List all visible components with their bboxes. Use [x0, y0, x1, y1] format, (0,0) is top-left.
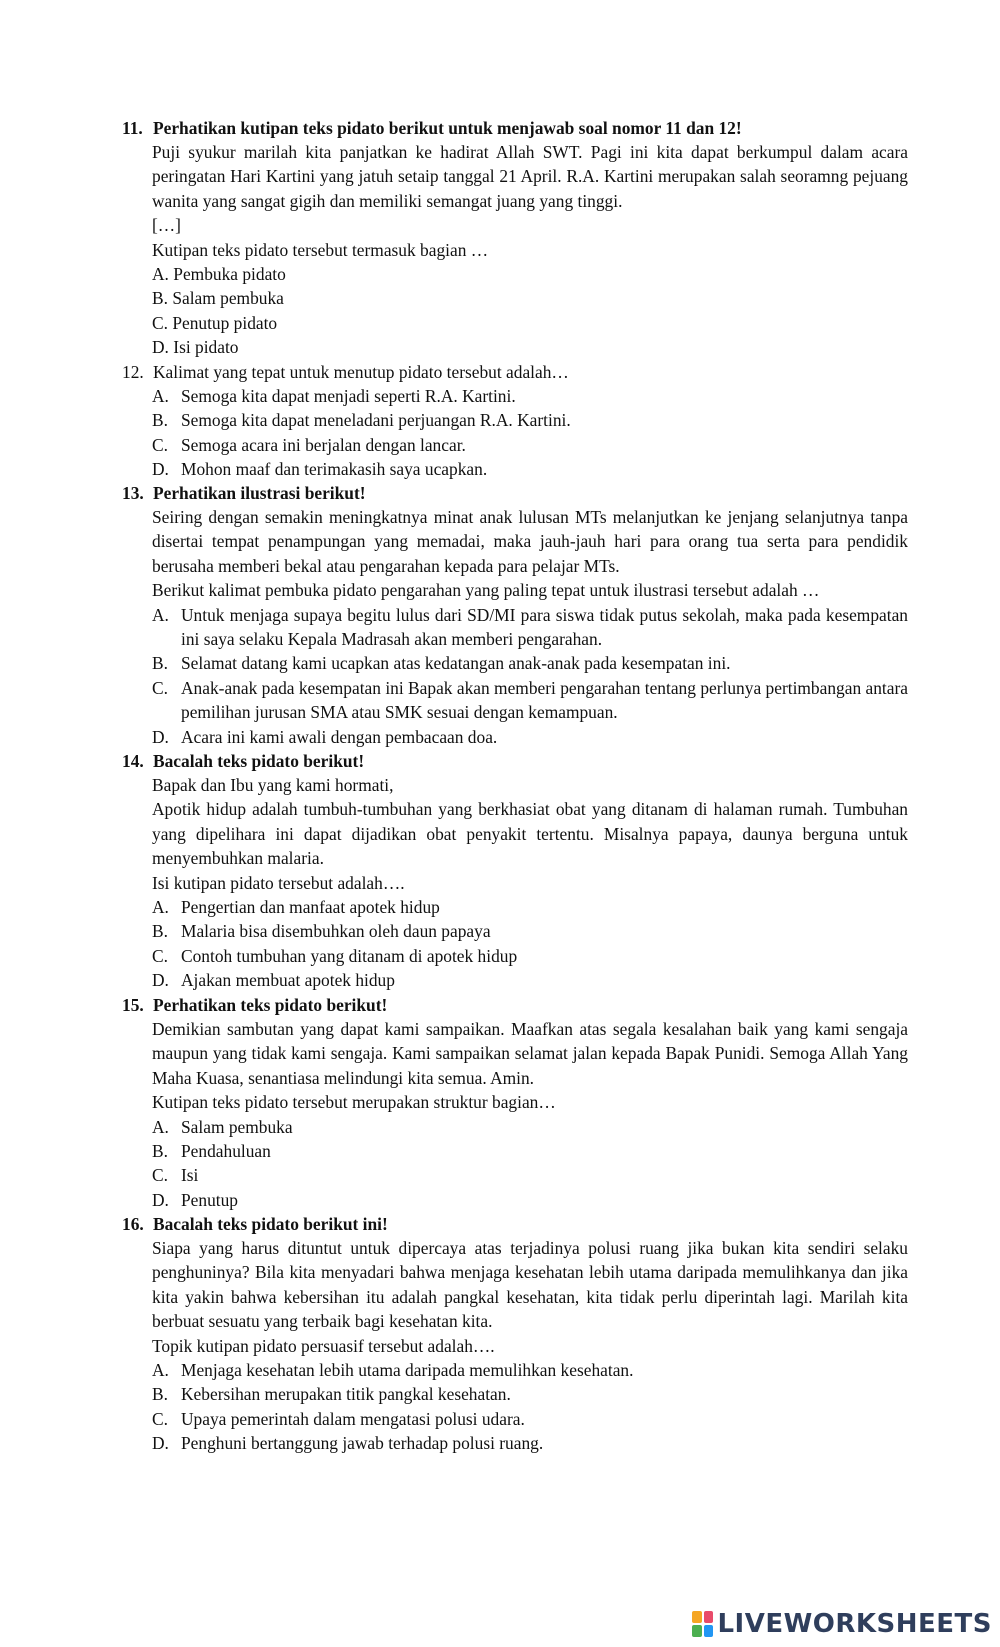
- question-16-passage: Siapa yang harus dituntut untuk dipercaya atas terjadinya polusi ruang jika bukan kita sendiri selaku penghuninya? Bila kita menyadari bahwa menjaga kesehatan lebih utama daripada memulihkanya dan jika kita yakin bahwa kebersihan itu adalah pangkal kesehatan, kita tidak perlu diperintah lagi. Marilah kita berbuat sesuatu yang terbaik bagi kesehatan kita.: [152, 1238, 908, 1332]
- question-16-option-a[interactable]: [152, 1358, 908, 1382]
- option-letter: B.: [152, 921, 168, 942]
- option-text: Ajakan membuat apotek hidup: [181, 970, 395, 991]
- question-16-option-d[interactable]: [152, 1431, 908, 1455]
- option-letter: C.: [152, 1408, 168, 1429]
- question-12-number: 12.: [122, 362, 144, 382]
- liveworksheets-logo-icon: [692, 1611, 713, 1637]
- question-14-number: 14.: [122, 751, 144, 771]
- option-text: Semoga acara ini berjalan dengan lancar.: [181, 434, 466, 455]
- option-text: Contoh tumbuhan yang ditanam di apotek hidup: [181, 945, 518, 966]
- option-text: Untuk menjaga supaya begitu lulus dari SD/MI para siswa tidak putus sekolah, maka pada kesempatan ini saya selaku Kepala Madrasah akan memberi pengarahan.: [181, 604, 908, 650]
- question-15-title: Perhatikan teks pidato berikut!: [153, 995, 388, 1015]
- option-text: Mohon maaf dan terimakasih saya ucapkan.: [181, 459, 488, 480]
- question-13-option-a[interactable]: [152, 603, 908, 652]
- question-11-body: [152, 140, 908, 360]
- option-text: Menjaga kesehatan lebih utama daripada memulihkan kesehatan.: [181, 1360, 634, 1381]
- option-letter: B.: [152, 1384, 168, 1405]
- option-text: Semoga kita dapat menjadi seperti R.A. Kartini.: [181, 386, 516, 406]
- question-13-option-c[interactable]: [152, 676, 908, 725]
- option-text: Penghuni bertanggung jawab terhadap polusi ruang.: [181, 1433, 544, 1454]
- option-text: Penutup: [181, 1189, 239, 1210]
- option-text: Selamat datang kami ucapkan atas kedatangan anak-anak pada kesempatan ini.: [181, 653, 731, 674]
- question-13-title: Perhatikan ilustrasi berikut!: [153, 483, 366, 503]
- option-letter: A.: [152, 1116, 169, 1137]
- question-14-title: Bacalah teks pidato berikut!: [153, 751, 365, 771]
- option-letter: D.: [152, 1433, 169, 1454]
- question-16-title: Bacalah teks pidato berikut ini!: [153, 1214, 388, 1234]
- question-15-option-c[interactable]: [152, 1163, 908, 1187]
- question-15-passage: Demikian sambutan yang dapat kami sampaikan. Maafkan atas segala kesalahan baik yang kami sengaja maupun yang tidak kami sengaja. Kami sampaikan selamat jalan kepada Bapak Punidi. Semoga Allah Yang Maha Kuasa, senantiasa melindungi kita semua. Amin.: [152, 1019, 908, 1088]
- option-letter: C.: [152, 434, 168, 455]
- liveworksheets-logo: [692, 1608, 992, 1640]
- question-16-header: [122, 1212, 912, 1236]
- option-text: Pengertian dan manfaat apotek hidup: [181, 897, 440, 918]
- option-letter: A.: [152, 386, 169, 406]
- question-16-prompt: Topik kutipan pidato persuasif tersebut adalah….: [152, 1335, 495, 1356]
- option-text: Upaya pemerintah dalam mengatasi polusi udara.: [181, 1408, 525, 1429]
- question-12-option-b[interactable]: [152, 408, 908, 432]
- question-11-option-a[interactable]: [152, 262, 908, 286]
- question-14-greeting: Bapak dan Ibu yang kami hormati,: [152, 775, 394, 795]
- question-11-option-b[interactable]: [152, 286, 908, 310]
- question-15-option-a[interactable]: [152, 1115, 908, 1139]
- question-11-option-d[interactable]: [152, 335, 908, 359]
- question-12-option-c[interactable]: [152, 433, 908, 457]
- question-11-ellipsis: […]: [152, 215, 181, 236]
- question-12-header: [122, 360, 912, 384]
- logo-square-3: [692, 1625, 702, 1637]
- option-letter: B.: [152, 1141, 168, 1162]
- question-14-header: [122, 749, 912, 773]
- question-11-header: [122, 116, 912, 140]
- question-13-option-d[interactable]: [152, 725, 908, 749]
- question-14-option-d[interactable]: [152, 968, 908, 992]
- question-13-number: 13.: [122, 483, 144, 503]
- option-text: Pembuka pidato: [173, 264, 286, 285]
- option-letter: C.: [152, 1165, 168, 1186]
- option-letter: D.: [152, 970, 169, 991]
- option-letter: D.: [152, 1189, 169, 1210]
- option-letter: A.: [152, 604, 169, 625]
- option-letter: B.: [152, 653, 168, 674]
- question-13-passage: Seiring dengan semakin meningkatnya minat anak lulusan MTs melanjutkan ke jenjang selanjutnya tanpa disertai tempat penampungan yang memadai, maka jauh-jauh hari para orang tua serta para pendidik berusaha memberi bekal atau pengarahan kepada para pelajar MTs.: [152, 507, 908, 576]
- question-12-body: [152, 384, 908, 482]
- option-letter: D.: [152, 726, 169, 747]
- option-text: Anak-anak pada kesempatan ini Bapak akan memberi pengarahan tentang perlunya pertimbangan antara pemilihan jurusan SMA atau SMK sesuai dengan kemampuan.: [181, 677, 908, 723]
- question-13-option-b[interactable]: [152, 651, 908, 675]
- question-14-option-a[interactable]: [152, 895, 908, 919]
- logo-text: LIVEWORKSHEETS: [717, 1609, 992, 1639]
- option-text: Pendahuluan: [181, 1141, 271, 1162]
- question-11-title: Perhatikan kutipan teks pidato berikut untuk menjawab soal nomor 11 dan 12!: [153, 118, 742, 138]
- question-15-header: [122, 993, 912, 1017]
- question-16-option-b[interactable]: [152, 1382, 908, 1406]
- option-text: Acara ini kami awali dengan pembacaan doa.: [181, 726, 498, 747]
- question-16-option-c[interactable]: [152, 1407, 908, 1431]
- question-15-number: 15.: [122, 995, 144, 1015]
- option-text: Salam pembuka: [181, 1116, 293, 1137]
- option-text: Isi pidato: [173, 337, 239, 358]
- question-15-prompt: Kutipan teks pidato tersebut merupakan struktur bagian…: [152, 1092, 556, 1113]
- question-12-option-d[interactable]: [152, 457, 908, 481]
- option-letter: C.: [152, 312, 168, 333]
- option-letter: C.: [152, 677, 168, 698]
- option-text: Malaria bisa disembuhkan oleh daun papaya: [181, 921, 491, 942]
- question-14-passage: Apotik hidup adalah tumbuh-tumbuhan yang berkhasiat obat yang ditanam di halaman rumah. Tumbuhan yang dipelihara ini dapat dijadikan obat penyakit tertentu. Misalnya papaya, daunya berguna untuk menyembuhkan malaria.: [152, 799, 908, 869]
- option-text: Salam pembuka: [172, 288, 284, 309]
- option-text: Isi: [181, 1165, 199, 1186]
- question-15-option-d[interactable]: [152, 1188, 908, 1212]
- question-14-option-c[interactable]: [152, 944, 908, 968]
- question-14-body: [152, 773, 908, 993]
- option-text: Kebersihan merupakan titik pangkal kesehatan.: [181, 1384, 511, 1405]
- question-12-option-a[interactable]: [152, 384, 908, 408]
- option-letter: D.: [152, 337, 169, 358]
- option-letter: A.: [152, 264, 169, 285]
- question-11-prompt: Kutipan teks pidato tersebut termasuk bagian …: [152, 239, 489, 260]
- logo-square-2: [704, 1611, 714, 1623]
- option-letter: B.: [152, 288, 168, 309]
- question-16-body: [152, 1236, 908, 1456]
- question-15-option-b[interactable]: [152, 1139, 908, 1163]
- option-text: Penutup pidato: [172, 312, 278, 333]
- option-letter: D.: [152, 459, 169, 480]
- question-16-number: 16.: [122, 1214, 144, 1234]
- question-11-option-c[interactable]: [152, 311, 908, 335]
- option-letter: B.: [152, 410, 168, 431]
- option-text: Semoga kita dapat meneladani perjuangan R.A. Kartini.: [181, 410, 571, 431]
- question-14-option-b[interactable]: [152, 919, 908, 943]
- question-13-body: [152, 505, 908, 749]
- logo-square-4: [704, 1625, 714, 1637]
- option-letter: A.: [152, 897, 169, 918]
- question-11-number: 11.: [122, 118, 143, 138]
- option-letter: A.: [152, 1360, 169, 1381]
- question-13-prompt: Berikut kalimat pembuka pidato pengarahan yang paling tepat untuk ilustrasi tersebut adalah …: [152, 580, 820, 601]
- option-letter: C.: [152, 945, 168, 966]
- question-13-header: [122, 481, 912, 505]
- question-12-title: Kalimat yang tepat untuk menutup pidato tersebut adalah…: [153, 362, 569, 382]
- question-11-passage: Puji syukur marilah kita panjatkan ke hadirat Allah SWT. Pagi ini kita dapat berkumpul dalam acara peringatan Hari Kartini yang jatuh setaip tanggal 21 April. R.A. Kartini merupakan salah seoramng pejuang wanita yang sangat gigih dan memiliki semangat juang yang tinggi.: [152, 142, 908, 211]
- question-14-prompt: Isi kutipan pidato tersebut adalah….: [152, 872, 405, 893]
- logo-square-1: [692, 1611, 702, 1623]
- question-15-body: [152, 1017, 908, 1212]
